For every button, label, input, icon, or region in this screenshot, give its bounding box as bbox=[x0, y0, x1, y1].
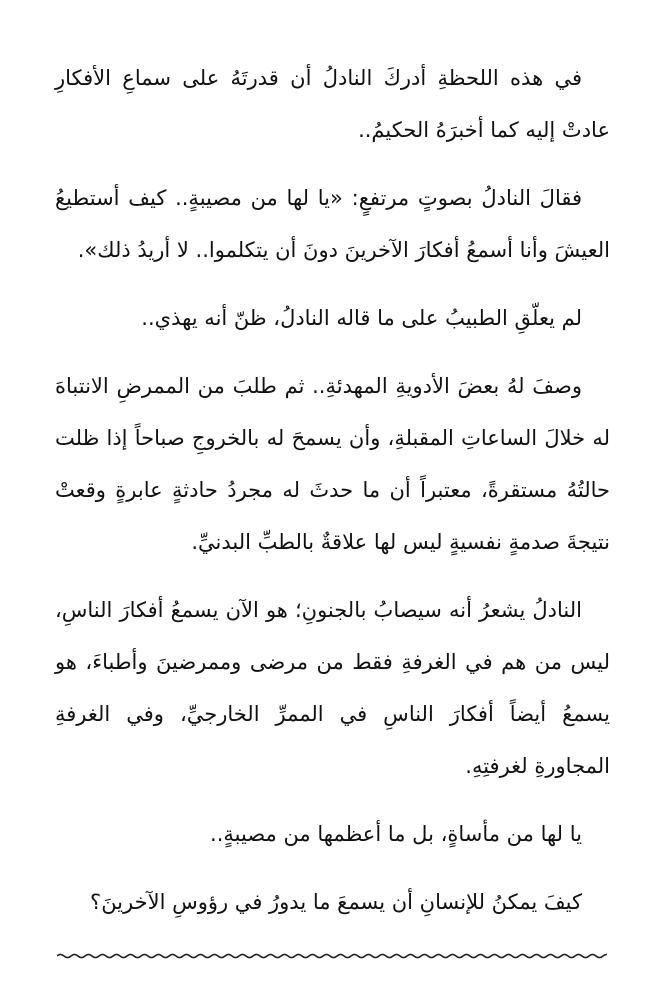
wavy-divider bbox=[57, 948, 607, 964]
paragraph-7: كيفَ يمكنُ للإنسانِ أن يسمعَ ما يدورُ في رؤوسِ الآخرينَ؟ bbox=[90, 890, 582, 914]
paragraph-4: وصفَ لهُ بعضَ الأدويةِ المهدئةِ.. ثم طلبَ من الممرضِ الانتباهَ له خلالَ الساعاتِ المقبلةِ، وأن يسمحَ له بالخروجِ صباحاً إذا ظلت حالتُهُ مستقرةً، معتبراً أن ما حدثَ له مجردُ حادثةٍ عابرةٍ وقعتْ نتيجةَ صدمةٍ نفسيةٍ ليس لها علاقةٌ بالطبِّ البدنيِّ. bbox=[55, 374, 610, 554]
paragraph-1: في هذه اللحظةِ أدركَ النادلُ أن قدرتَهُ على سماعِ الأفكارِ عادتْ إليه كما أخبرَهُ الحكيمُ.. bbox=[55, 66, 610, 142]
paragraph-6: يا لها من مأساةٍ، بل ما أعظمها من مصيبةٍ.. bbox=[210, 822, 582, 846]
wavy-divider-line bbox=[57, 954, 607, 957]
page-body bbox=[55, 52, 610, 928]
paragraph-5: النادلُ يشعرُ أنه سيصابُ بالجنونِ؛ هو الآن يسمعُ أفكارَ الناسِ، ليس من هم في الغرفةِ فقط من مرضى وممرضينَ وأطباءَ، هو يسمعُ أيضاً أفكارَ الناسِ في الممرِّ الخارجيِّ، وفي الغرفةِ المجاورةِ لغرفتِهِ. bbox=[55, 598, 610, 778]
paragraph-2: فقالَ النادلُ بصوتٍ مرتفعٍ: «يا لها من مصيبةٍ.. كيف أستطيعُ العيشَ وأنا أسمعُ أفكارَ الآخرينَ دونَ أن يتكلموا.. لا أريدُ ذلك». bbox=[55, 186, 610, 262]
paragraph-3: لم يعلّقِ الطبيبُ على ما قاله النادلُ، ظنّ أنه يهذي.. bbox=[141, 306, 582, 330]
